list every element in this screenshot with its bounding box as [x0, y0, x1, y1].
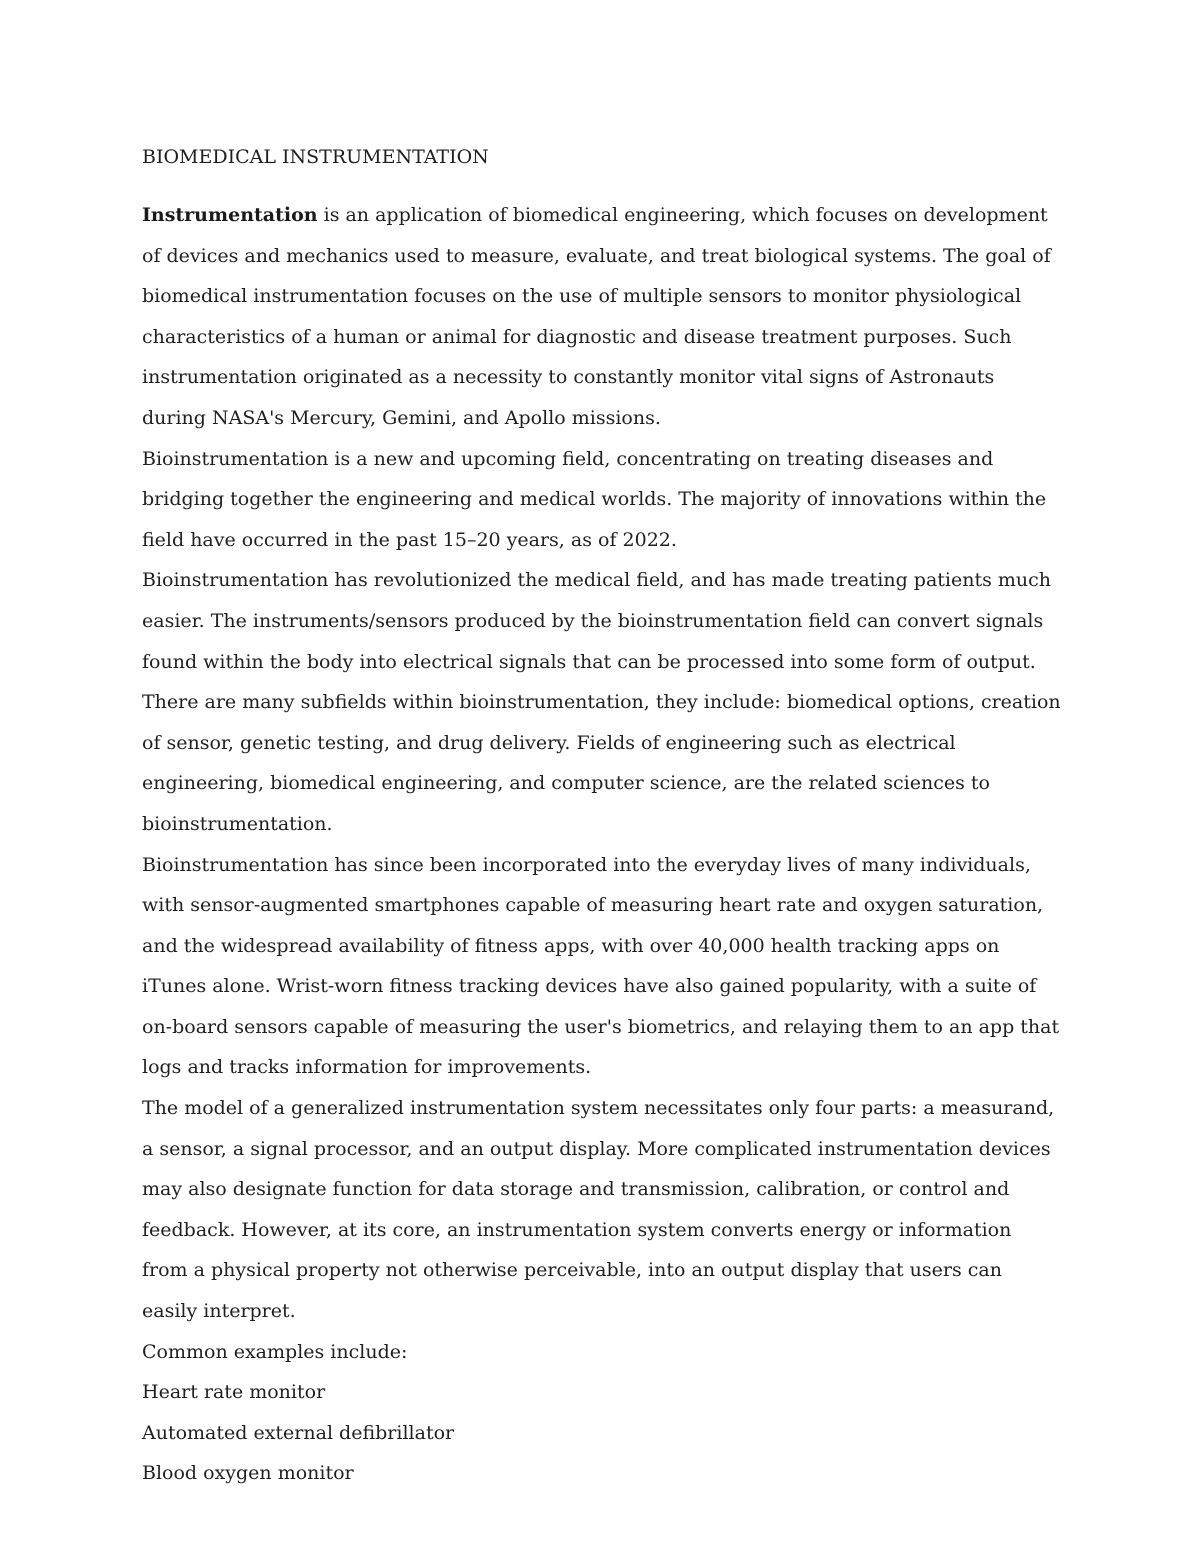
intro-paragraph [142, 195, 1062, 439]
document-title: BIOMEDICAL INSTRUMENTATION [142, 146, 489, 168]
paragraph-everyday-use: Bioinstrumentation has since been incorporated into the everyday lives of many individuals, with sensor-augmented smartphones capable of measuring heart rate and oxygen saturation, and the widespread availability of fitness apps, with over 40,000 health tracking apps on iTunes alone. Wrist-worn fitness tracking devices have also gained popularity, with a suite of on-board sensors capable of measuring the user's biometrics, and relaying them to an app that logs and tracks information for improvements. [142, 853, 1060, 1079]
example-item: Heart rate monitor [142, 1381, 326, 1404]
document-body [142, 142, 1062, 1494]
paragraph-field-overview: Bioinstrumentation is a new and upcoming field, concentrating on treating diseases and bridging together the engineering and medical worlds. The majority of innovations within the field have occurred in the past 15–20 years, as of 2022. [142, 447, 1047, 551]
title-spacer [142, 172, 1062, 195]
example-item: Automated external defibrillator [142, 1421, 455, 1444]
paragraph-system-model: The model of a generalized instrumentation system necessitates only four parts: a measurand, a sensor, a signal processor, and an output display. More complicated instrumentation devices may also designate function for data storage and transmission, calibration, or control and feedback. However, at its core, an instrumentation system converts energy or information from a physical property not otherwise perceivable, into an output display that users can easily interpret. [142, 1097, 1055, 1323]
paragraph-revolution: Bioinstrumentation has revolutionized the medical field, and has made treating patients much easier. The instruments/sensors produced by the bioinstrumentation field can convert signals found within the body into electrical signals that can be processed into some form of output. There are many subfields within bioinstrumentation, they include: biomedical options, creation of sensor, genetic testing, and drug delivery. Fields of engineering such as electrical engineering, biomedical engineering, and computer science, are the related sciences to bioinstrumentation. [142, 569, 1061, 835]
intro-bold-term: Instrumentation [142, 204, 318, 226]
example-item: Blood oxygen monitor [142, 1462, 354, 1485]
intro-text: is an application of biomedical engineering, which focuses on development of devices and mechanics used to measure, evaluate, and treat biological systems. The goal of biomedical instrumentation focuses on the use of multiple sensors to monitor physiological characteristics of a human or animal for diagnostic and disease treatment purposes. Such instrumentation originated as a necessity to constantly monitor vital signs of Astronauts during NASA's Mercury, Gemini, and Apollo missions. [142, 204, 1051, 429]
paragraph-examples-intro: Common examples include: [142, 1340, 408, 1363]
